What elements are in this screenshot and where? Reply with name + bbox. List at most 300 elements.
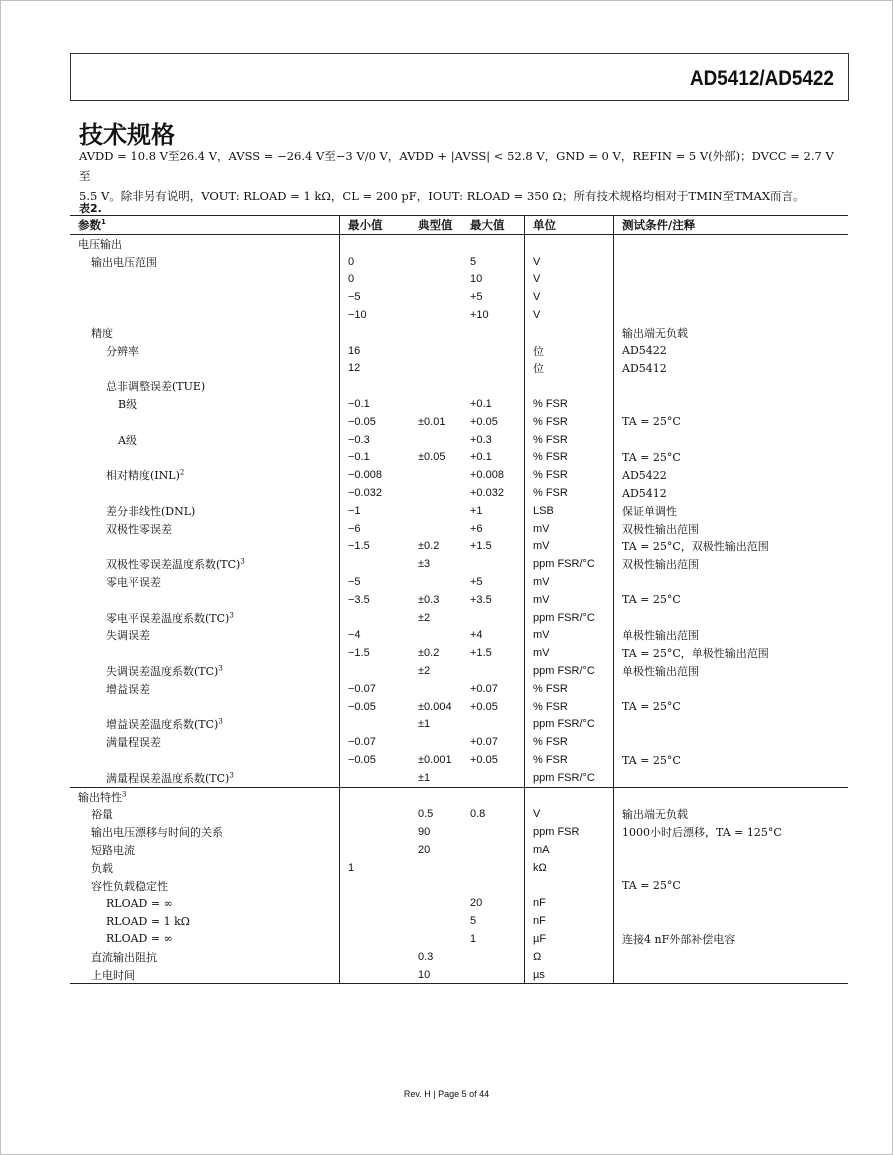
cell-param-text: 输出电压范围 [91,255,157,269]
cell-max-text: +0.3 [470,433,492,446]
cell-cond [614,806,849,824]
table-row [70,751,848,769]
cell-max-text: +5 [470,576,483,589]
cell-param-text: 输出特性 [78,790,122,804]
cell-min-text: −3.5 [348,593,370,606]
cell-unit [525,733,614,751]
cell-min [340,609,411,627]
cell-unit-text: ppm FSR/°C [533,771,595,784]
cell-param [70,235,340,253]
cell-max [462,591,525,609]
cell-cond-text: 单极性输出范围 [622,629,699,643]
cell-min [340,859,411,877]
cell-typ [410,377,462,395]
cell-typ-text: ±0.2 [418,647,440,660]
cell-cond-text: 双极性输出范围 [622,522,699,536]
cell-param [70,449,340,467]
cell-unit-text: % FSR [533,433,568,446]
cell-cond [614,948,849,966]
table-header-row [70,216,848,235]
cell-param [70,324,340,342]
cell-param [70,733,340,751]
cell-unit-text: mV [533,593,550,606]
cell-max-text: 1 [470,932,477,945]
cell-cond [614,502,849,520]
cell-param-text: 零电平误差温度系数(TC) [106,611,230,625]
cell-unit [525,716,614,734]
cell-unit-text: ppm FSR/°C [533,611,595,624]
cell-cond [614,538,849,556]
cell-param [70,431,340,449]
cell-max-text: +0.07 [470,682,498,695]
cell-max-text: +1 [470,504,483,517]
test-conditions [79,146,839,206]
table-row [70,573,848,591]
cell-max-text: 0.8 [470,808,486,821]
cell-max [462,627,525,645]
cell-max [462,769,525,787]
cell-param [70,360,340,378]
cell-max [462,466,525,484]
cell-cond [614,930,849,948]
cell-param [70,538,340,556]
table-row [70,877,848,895]
cell-typ-text: 10 [418,968,431,981]
cell-param-text: 失调误差温度系数(TC) [106,665,219,679]
cell-unit-text: % FSR [533,469,568,482]
cell-typ [410,716,462,734]
cell-param [70,555,340,573]
cell-typ [410,644,462,662]
cell-unit [525,342,614,360]
cell-unit-text: ppm FSR [533,826,580,839]
cell-unit-text: kΩ [533,861,547,874]
table-row [70,966,848,984]
cell-min-text: −0.032 [348,487,382,500]
cell-cond [614,591,849,609]
cell-unit [525,751,614,769]
cell-unit [525,680,614,698]
cell-typ [410,324,462,342]
cell-cond [614,342,849,360]
cell-min [340,306,411,324]
cell-min-text: −1.5 [348,540,370,553]
cell-max [462,288,525,306]
cell-typ [410,395,462,413]
table-caption: 表2. [79,202,102,215]
table-row [70,288,848,306]
header-typ: 典型值 [410,216,462,235]
cell-min-text: −5 [348,291,361,304]
cell-min [340,538,411,556]
footnote-marker: 2 [179,468,185,477]
header-max: 最大值 [462,216,525,235]
cell-cond [614,484,849,502]
table-row [70,484,848,502]
cell-param [70,573,340,591]
cell-unit [525,271,614,289]
cell-param-text: 差分非线性(DNL) [106,504,196,518]
conditions-line-2: 5.5 V。除非另有说明，VOUT: RLOAD = 1 kΩ，CL = 200 pF，IOUT: RLOAD = 350 Ω；所有技术规格均相对于TMIN至TMAX而言。 [79,189,805,203]
cell-param [70,377,340,395]
cell-min [340,377,411,395]
cell-typ [410,271,462,289]
cell-cond-text: AD5412 [622,486,667,500]
cell-typ [410,627,462,645]
cell-min-text: −1 [348,504,361,517]
cell-min [340,787,411,805]
header-param-label: 参数 [78,218,101,232]
cell-min-text: 12 [348,362,361,375]
cell-unit [525,431,614,449]
cell-max [462,449,525,467]
cell-cond-text: 保证单调性 [622,504,677,518]
cell-max [462,698,525,716]
cell-param-text: 零电平误差 [106,576,161,590]
cell-cond [614,609,849,627]
cell-cond [614,877,849,895]
cell-cond-text: TA = 25°C，双极性输出范围 [622,540,769,554]
cell-unit [525,484,614,502]
cell-typ-text: ±0.05 [418,451,446,464]
cell-param [70,627,340,645]
cell-cond [614,859,849,877]
table-row [70,555,848,573]
table-row [70,733,848,751]
cell-typ [410,538,462,556]
cell-unit [525,948,614,966]
footnote-marker: 3 [240,557,245,566]
cell-min-text: −0.05 [348,415,376,428]
cell-unit [525,877,614,895]
cell-param-text: 直流输出阻抗 [91,950,157,964]
cell-max-text: 10 [470,273,483,286]
cell-cond-text: 输出端无负载 [622,808,688,822]
cell-cond [614,306,849,324]
cell-typ [410,823,462,841]
cell-param [70,912,340,930]
table-row [70,520,848,538]
cell-unit-text: % FSR [533,451,568,464]
cell-unit-text: V [533,309,541,322]
cell-max [462,555,525,573]
cell-unit [525,609,614,627]
cell-cond [614,520,849,538]
cell-unit-text: % FSR [533,682,568,695]
cell-min [340,716,411,734]
cell-cond-text: 1000小时后漂移，TA = 125°C [622,826,782,840]
cell-max [462,271,525,289]
cell-max-text: +10 [470,309,489,322]
cell-max [462,609,525,627]
table-row [70,502,848,520]
table-row [70,841,848,859]
cell-typ [410,484,462,502]
cell-cond [614,769,849,787]
table-row [70,466,848,484]
cell-param-text: RLOAD = 1 kΩ [106,914,190,928]
table-row [70,716,848,734]
cell-min-text: −0.07 [348,736,376,749]
table-row [70,306,848,324]
cell-typ-text: ±0.001 [418,754,452,766]
cell-max [462,253,525,271]
cell-min-text: −10 [348,309,367,322]
cell-max [462,877,525,895]
cell-unit [525,306,614,324]
cell-cond-text: TA = 25°C [622,415,681,429]
cell-max [462,894,525,912]
cell-cond [614,733,849,751]
cell-min [340,413,411,431]
page-footer: Rev. H | Page 5 of 44 [403,1089,490,1099]
header-cond: 测试条件/注释 [614,216,849,235]
cell-min-text: −4 [348,629,361,642]
cell-min [340,324,411,342]
table-row [70,698,848,716]
cell-param-text: 满量程误差 [106,736,161,750]
cell-param [70,823,340,841]
table-row [70,662,848,680]
cell-unit [525,235,614,253]
cell-param [70,841,340,859]
cell-max [462,306,525,324]
cell-unit [525,769,614,787]
cell-max [462,573,525,591]
header-box [70,53,849,101]
table-row [70,930,848,948]
table-row [70,787,848,805]
cell-unit [525,787,614,805]
cell-cond-text: AD5412 [622,361,667,375]
cell-unit [525,413,614,431]
cell-max [462,787,525,805]
cell-max-text: 5 [470,915,477,928]
cell-min [340,644,411,662]
cell-min [340,823,411,841]
cell-cond [614,751,849,769]
cell-min [340,680,411,698]
cell-typ [410,680,462,698]
cell-typ [410,342,462,360]
cell-typ-text: ±2 [418,611,431,624]
cell-max [462,520,525,538]
cell-cond [614,449,849,467]
cell-typ [410,733,462,751]
cell-cond [614,324,849,342]
cell-unit [525,627,614,645]
cell-cond [614,466,849,484]
cell-param [70,306,340,324]
cell-typ [410,841,462,859]
cell-max [462,680,525,698]
cell-max [462,823,525,841]
cell-unit-text: % FSR [533,415,568,428]
cell-max [462,859,525,877]
cell-max [462,538,525,556]
cell-typ [410,235,462,253]
cell-unit-text: mV [533,522,550,535]
cell-cond [614,680,849,698]
cell-min [340,288,411,306]
cell-param-text: 双极性零误差 [106,522,172,536]
cell-param [70,698,340,716]
cell-max-text: +0.008 [470,469,504,482]
cell-unit-text: ppm FSR/°C [533,718,595,731]
cell-max-text: +1.5 [470,540,492,553]
cell-min [340,948,411,966]
cell-min [340,662,411,680]
cell-unit-text: % FSR [533,700,568,713]
cell-cond-text: TA = 25°C [622,450,681,464]
cell-param-text: 精度 [91,326,113,340]
cell-param [70,395,340,413]
cell-min [340,466,411,484]
cell-param [70,342,340,360]
cell-typ-text: ±0.004 [418,700,452,713]
cell-param [70,502,340,520]
cell-unit-text: ppm FSR/°C [533,558,595,571]
table-row [70,413,848,431]
cell-cond-text: 连接4 nF外部补偿电容 [622,932,736,946]
footnote-marker: 3 [229,610,234,619]
cell-typ-text: ±0.3 [418,593,440,606]
table-row [70,769,848,787]
cell-param [70,288,340,306]
cell-unit [525,538,614,556]
cell-max-text: +5 [470,291,483,304]
cell-unit-text: V [533,808,541,821]
cell-cond [614,716,849,734]
cell-unit [525,912,614,930]
cell-min-text: 0 [348,273,355,286]
cell-cond [614,413,849,431]
cell-max [462,662,525,680]
cell-typ-text: 0.5 [418,808,434,821]
table-row [70,591,848,609]
cell-max-text: +0.1 [470,398,492,411]
cell-typ [410,609,462,627]
cell-param-text: 上电时间 [91,968,135,982]
cell-unit [525,806,614,824]
cell-param-text: A级 [118,433,137,447]
cell-min [340,698,411,716]
cell-max-text: +1.5 [470,647,492,660]
cell-unit [525,573,614,591]
header-min: 最小值 [340,216,411,235]
cell-min [340,769,411,787]
table-row [70,859,848,877]
cell-min-text: −5 [348,576,361,589]
cell-unit [525,324,614,342]
cell-max-text: +3.5 [470,593,492,606]
cell-cond [614,966,849,984]
specifications-table [70,215,848,984]
cell-max [462,342,525,360]
cell-typ-text: 0.3 [418,950,434,963]
cell-max-text: +0.07 [470,736,498,749]
cell-param [70,253,340,271]
table-row [70,324,848,342]
cell-min [340,573,411,591]
cell-cond [614,377,849,395]
cell-unit [525,930,614,948]
cell-min [340,484,411,502]
cell-cond-text: TA = 25°C [622,593,681,607]
cell-param [70,271,340,289]
cell-param-text: 输出电压漂移与时间的关系 [91,826,223,840]
cell-cond [614,555,849,573]
cell-max [462,324,525,342]
cell-cond-text: TA = 25°C，单极性输出范围 [622,647,769,661]
table-row [70,271,848,289]
cell-min [340,806,411,824]
cell-param-text: 失调误差 [106,629,150,643]
cell-typ [410,787,462,805]
cell-typ-text: 20 [418,843,431,856]
cell-unit [525,644,614,662]
cell-param [70,769,340,787]
cell-typ-text: ±1 [418,771,431,784]
cell-unit-text: mV [533,540,550,553]
cell-param-text: RLOAD = ∞ [106,896,173,910]
cell-typ [410,253,462,271]
cell-param-text: 裕量 [91,808,113,822]
cell-unit [525,859,614,877]
table-row [70,627,848,645]
footnote-marker: 1 [101,218,106,227]
cell-unit [525,253,614,271]
cell-param [70,413,340,431]
cell-typ [410,306,462,324]
cell-max [462,484,525,502]
cell-param [70,877,340,895]
cell-param [70,751,340,769]
table-body [70,235,848,984]
cell-param [70,894,340,912]
cell-typ [410,769,462,787]
cell-max-text: 20 [470,897,483,910]
cell-param [70,680,340,698]
cell-typ [410,859,462,877]
cell-unit-text: nF [533,897,546,910]
footnote-marker: 3 [218,664,223,673]
cell-cond [614,644,849,662]
cell-min-text: −0.1 [348,398,370,411]
cell-cond [614,253,849,271]
cell-min-text: 0 [348,255,355,268]
cell-cond [614,841,849,859]
cell-max [462,948,525,966]
cell-param-text: 双极性零误差温度系数(TC) [106,558,241,572]
cell-cond-text: 双极性输出范围 [622,558,699,572]
cell-min [340,966,411,984]
cell-unit-text: mA [533,843,550,856]
cell-unit [525,841,614,859]
cell-max [462,966,525,984]
cell-typ [410,520,462,538]
cell-max [462,806,525,824]
cell-param-text: RLOAD = ∞ [106,932,173,946]
cell-min-text: 1 [348,861,355,874]
cell-max-text: +6 [470,522,483,535]
cell-unit-text: V [533,291,541,304]
cell-unit [525,698,614,716]
cell-unit [525,288,614,306]
cell-cond [614,288,849,306]
cell-cond [614,698,849,716]
table-row [70,538,848,556]
